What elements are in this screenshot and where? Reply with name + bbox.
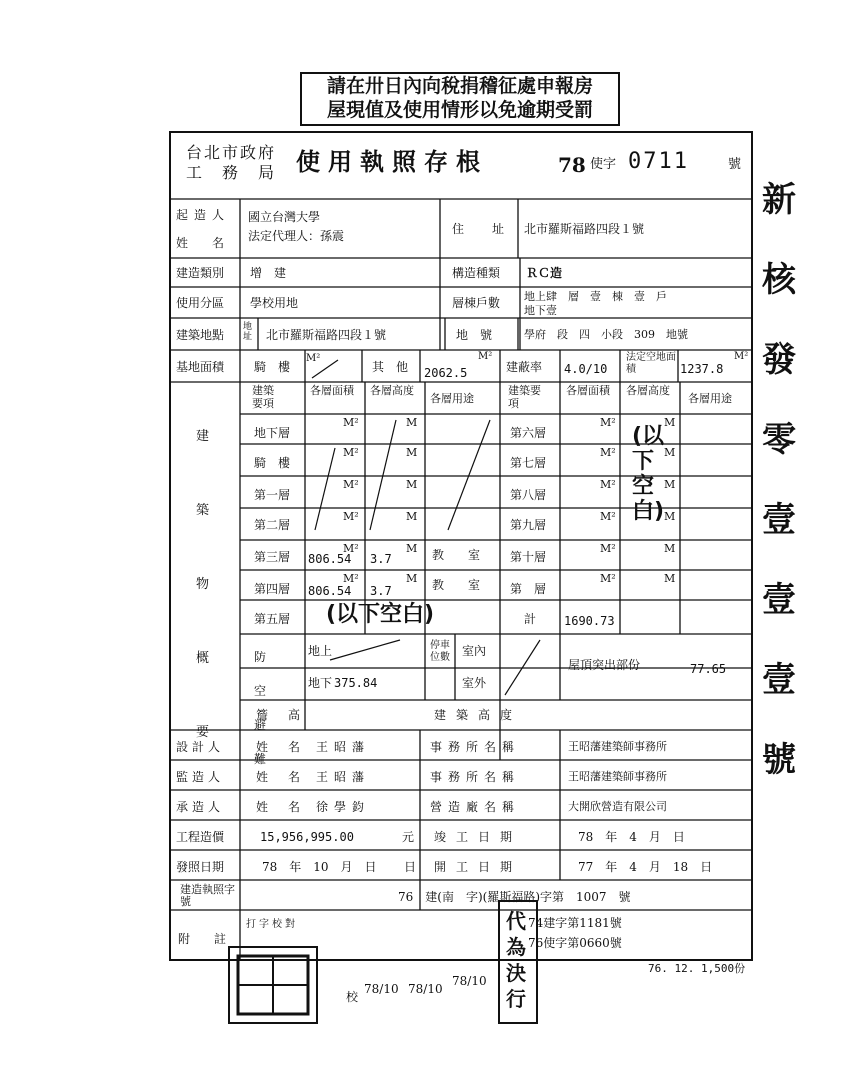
header-area-left: 各層面積 <box>310 384 354 397</box>
total-area: 1690.73 <box>564 614 615 628</box>
completion-date: 78 年 4 月 日 <box>578 830 685 844</box>
label-designer-name: 姓 名 <box>256 740 305 754</box>
label-check: 校 <box>346 990 359 1004</box>
label-site-location: 建築地點 <box>176 328 225 342</box>
floor-label-left: 騎 樓 <box>254 456 291 470</box>
label-yuan: 元 <box>402 830 415 844</box>
floor-label-right: 第八層 <box>510 488 547 502</box>
floor4-height: 3.7 <box>370 584 392 598</box>
header-height-right: 各層高度 <box>626 384 670 397</box>
header-area-right: 各層面積 <box>566 384 610 397</box>
cost-value: 15,956,995.00 <box>260 830 354 844</box>
supervisor-name: 王昭藩 <box>316 770 371 784</box>
label-designer: 設計人 <box>176 740 225 754</box>
notice-line-2: 屋現值及使用情形以免逾期受罰 <box>326 99 593 121</box>
approval-stamp <box>498 900 538 1024</box>
form-footer: 76. 12. 1,500份 <box>648 962 746 975</box>
agency-line-2: 工 務 局 <box>186 163 277 182</box>
building-class: 增 建 <box>250 266 287 280</box>
label-address: 住 址 <box>452 222 513 236</box>
unit-mark: M² <box>600 542 616 555</box>
unit-mark: M <box>664 542 676 555</box>
label-legal-open: 法定空地面積 <box>626 352 676 375</box>
unit-mark: M² <box>343 572 359 585</box>
label-name: 姓 名 <box>176 236 231 250</box>
open-area: 1237.8 <box>680 362 724 376</box>
unit-mark: M <box>406 510 418 523</box>
floor3-height: 3.7 <box>370 552 392 566</box>
floor-label-left: 第三層 <box>254 550 291 564</box>
seal-stamp-icon <box>230 948 316 1022</box>
unit-arcade: M² <box>306 353 321 364</box>
label-use-zone: 使用分區 <box>176 296 225 310</box>
start-date: 77 年 4 月 18 日 <box>578 860 713 874</box>
floor-label-right: 第七層 <box>510 456 547 470</box>
label-outdoor: 室外 <box>462 676 487 690</box>
label-parking: 停車位數 <box>430 640 450 663</box>
floor-label-left: 第四層 <box>254 582 291 596</box>
unit-other: M² <box>478 351 493 362</box>
notice-line-1: 請在卅日內向稅捐稽征處申報房 <box>326 75 593 97</box>
floor-label-left: 第一層 <box>254 488 291 502</box>
owner-name-2: 法定代理人：孫震 <box>248 229 345 243</box>
permit-type: 使字 <box>590 157 617 172</box>
unit-mark: M² <box>343 478 359 491</box>
label-supervisor: 監造人 <box>176 770 225 784</box>
seal-stamp <box>228 946 318 1024</box>
label-day: 日 <box>404 860 417 874</box>
label-builder: 起造人 <box>176 208 231 222</box>
label-supervisor-name: 姓 名 <box>256 770 305 784</box>
label-remarks: 附 註 <box>178 932 233 946</box>
coverage: 4.0/10 <box>564 362 608 376</box>
unit-mark: M² <box>600 510 616 523</box>
permit-no: 76 建(南 字)(羅斯福路)字第 1007 號 <box>398 890 631 904</box>
blank-note-handwritten: (以下空白) <box>326 602 435 627</box>
label-permit-no: 建造執照字號 <box>180 883 235 908</box>
unit-mark: M² <box>600 446 616 459</box>
form-title: 使用執照存根 <box>296 147 488 176</box>
label-contractor: 承造人 <box>176 800 225 814</box>
supervisor-office: 王昭藩建築師事務所 <box>568 770 667 783</box>
label-total: 計 <box>524 612 537 626</box>
site-location: 北市羅斯福路四段１號 <box>266 328 387 342</box>
contractor-name: 徐學鈞 <box>316 800 371 814</box>
label-contractor-name: 姓 名 <box>256 800 305 814</box>
check-date-1: 78/10 <box>364 982 399 996</box>
unit-mark: M <box>664 446 676 459</box>
remarks-line-1: 74建字第1181號 <box>528 916 622 930</box>
label-building-height: 建築高度 <box>434 708 523 722</box>
floor3-use: 教 室 <box>432 548 487 562</box>
header-item-right: 建築要項 <box>508 384 541 410</box>
permit-number-suffix: 號 <box>728 157 742 172</box>
floor-label-left: 第二層 <box>254 518 291 532</box>
unit-mark: M <box>406 446 418 459</box>
label-coverage: 建蔽率 <box>506 360 543 374</box>
unit-mark: M² <box>600 416 616 429</box>
lot-number: 學府 段 四 小段 309 地號 <box>524 328 688 341</box>
check-date-3: 78/10 <box>452 974 487 988</box>
label-underground: 地下 <box>308 676 333 690</box>
floor-label-right: 第十層 <box>510 550 547 564</box>
label-site-area: 基地面積 <box>176 360 225 374</box>
label-shelter: 防空避難 <box>254 650 277 766</box>
label-building-class: 建造類別 <box>176 266 225 280</box>
floor-label-right: 第六層 <box>510 426 547 440</box>
header-item-left: 建築要項 <box>252 384 274 410</box>
label-contractor-firm: 營造廠名稱 <box>430 800 521 814</box>
unit-mark: M <box>664 416 676 429</box>
label-start: 開工日期 <box>434 860 523 874</box>
designer-name: 王昭藩 <box>316 740 371 754</box>
floor-label-left: 地下層 <box>254 426 291 440</box>
owner-address: 北市羅斯福路四段１號 <box>524 222 645 236</box>
shelter-underground: 375.84 <box>334 676 378 690</box>
unit-open: M² <box>734 351 749 362</box>
floor-label-right: 第 層 <box>510 582 547 596</box>
unit-mark: M <box>664 572 676 585</box>
permit-year: 78 <box>558 153 586 177</box>
agency-line-1: 台北市政府 <box>186 143 277 162</box>
label-cost: 工程造價 <box>176 830 225 844</box>
floor-label-right: 第九層 <box>510 518 547 532</box>
label-indoor: 室內 <box>462 644 487 658</box>
label-typist: 打字校對 <box>246 919 298 930</box>
label-structure-type: 構造種類 <box>452 266 501 280</box>
unit-mark: M <box>406 542 418 555</box>
side-label-summary: 建築物概要 <box>196 429 210 740</box>
label-ground: 地上 <box>308 644 333 658</box>
floors-under: 地下壹 <box>524 304 557 317</box>
floor4-use: 教 室 <box>432 578 487 592</box>
label-issue-date: 發照日期 <box>176 860 225 874</box>
label-designer-office: 事務所名稱 <box>430 740 521 754</box>
structure-type: ＲＣ造 <box>526 266 563 280</box>
check-date-2: 78/10 <box>408 982 443 996</box>
floor-label-left: 第五層 <box>254 612 291 626</box>
label-arcade: 騎 樓 <box>254 360 291 374</box>
floors-units: 地上肆 層 壹 棟 壹 戶 <box>524 290 667 303</box>
issue-date: 78 年 10 月 日 <box>262 860 377 874</box>
header-use-right: 各層用途 <box>688 392 732 405</box>
floor3-area: 806.54 <box>308 552 352 566</box>
unit-mark: M² <box>343 542 359 555</box>
header-use-left: 各層用途 <box>430 392 474 405</box>
unit-mark: M² <box>600 478 616 491</box>
location-prefix: 地址 <box>243 322 253 342</box>
unit-mark: M <box>406 478 418 491</box>
header-height-left: 各層高度 <box>370 384 414 397</box>
owner-name-1: 國立台灣大學 <box>248 210 321 224</box>
label-roof-proj: 屋頂突出部份 <box>568 658 641 672</box>
label-eaves: 簷 高 <box>256 708 305 722</box>
label-floors-units: 層棟戶數 <box>452 296 501 310</box>
permit-number: 0711 <box>628 149 689 174</box>
floor4-area: 806.54 <box>308 584 352 598</box>
label-lot: 地 號 <box>456 328 493 342</box>
unit-mark: M² <box>343 510 359 523</box>
label-completion: 竣工日期 <box>434 830 523 844</box>
unit-mark: M <box>664 510 676 523</box>
unit-mark: M <box>664 478 676 491</box>
other-area: 2062.5 <box>424 366 468 380</box>
use-zone: 學校用地 <box>250 296 299 310</box>
roof-proj-area: 77.65 <box>690 662 727 676</box>
blank-note-vertical: (以下空白) <box>632 424 665 524</box>
unit-mark: M <box>406 572 418 585</box>
unit-mark: M² <box>343 446 359 459</box>
unit-mark: M <box>406 416 418 429</box>
label-other: 其 他 <box>372 360 409 374</box>
approval-stamp-text: 代為決行 <box>506 909 526 1011</box>
designer-office: 王昭藩建築師事務所 <box>568 740 667 753</box>
contractor-firm: 大開欣營造有限公司 <box>568 800 667 813</box>
unit-mark: M² <box>343 416 359 429</box>
unit-mark: M² <box>600 572 616 585</box>
remarks-line-2: 76使字第0660號 <box>528 936 622 950</box>
label-supervisor-office: 事務所名稱 <box>430 770 521 784</box>
right-margin-handwriting: 新核發零壹壹壹號 <box>762 180 796 780</box>
